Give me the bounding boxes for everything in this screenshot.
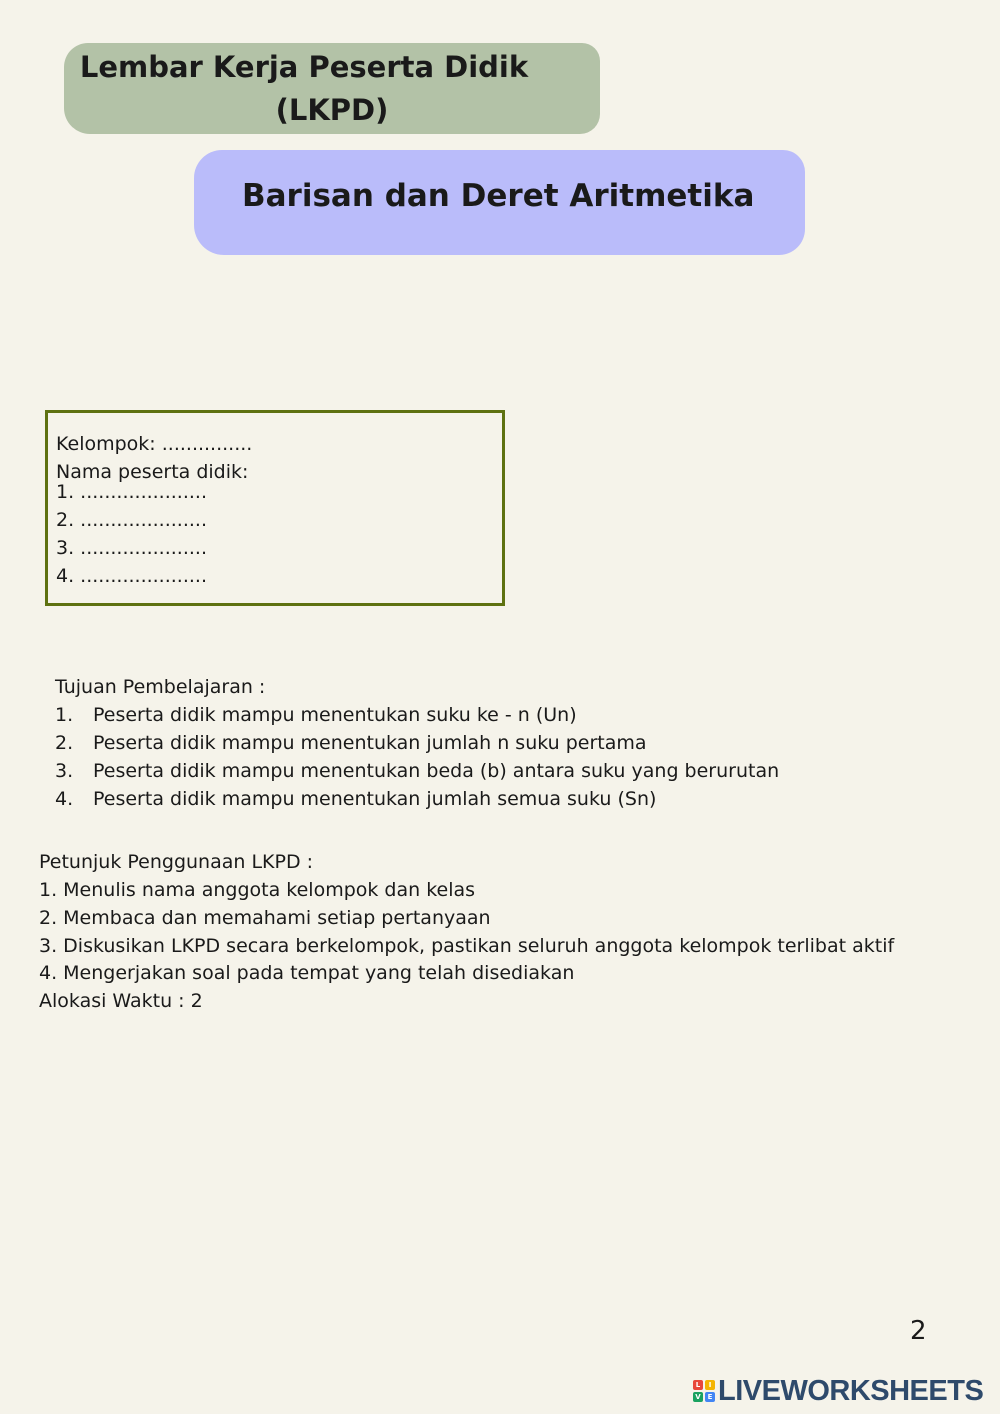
logo-square: E xyxy=(705,1392,715,1402)
instruction-item: 1. Menulis nama anggota kelompok dan kelas xyxy=(39,879,476,901)
name-field-1[interactable]: 1. ..................... xyxy=(56,481,207,503)
objective-text: Peserta didik mampu menentukan beda (b) antara suku yang berurutan xyxy=(93,760,780,782)
objective-text: Peserta didik mampu menentukan suku ke - n (Un) xyxy=(93,704,577,726)
objective-item xyxy=(55,788,656,810)
objective-item xyxy=(55,760,779,782)
objective-text: Peserta didik mampu menentukan jumlah semua suku (Sn) xyxy=(93,788,657,810)
logo-squares-icon xyxy=(693,1380,715,1402)
page-number: 2 xyxy=(910,1316,927,1346)
instruction-item: 4. Mengerjakan soal pada tempat yang telah disediakan xyxy=(39,962,575,984)
objective-number: 2. xyxy=(55,732,74,754)
instruction-item: 2. Membaca dan memahami setiap pertanyaan xyxy=(39,907,491,929)
name-field-3[interactable]: 3. ..................... xyxy=(56,537,207,559)
objective-item xyxy=(55,704,577,726)
identity-box xyxy=(45,410,505,606)
objective-number: 3. xyxy=(55,760,74,782)
logo-square: L xyxy=(693,1380,703,1390)
objective-text: Peserta didik mampu menentukan jumlah n suku pertama xyxy=(93,732,647,754)
logo-square: V xyxy=(693,1392,703,1402)
time-allocation: Alokasi Waktu : 2 xyxy=(39,990,203,1012)
subtitle: Barisan dan Deret Aritmetika xyxy=(242,178,755,214)
objective-item xyxy=(55,732,647,754)
liveworksheets-logo[interactable] xyxy=(693,1376,983,1406)
title-banner xyxy=(64,43,600,134)
objective-number: 1. xyxy=(55,704,74,726)
name-field-4[interactable]: 4. ..................... xyxy=(56,565,207,587)
objectives-heading: Tujuan Pembelajaran : xyxy=(55,676,266,698)
instruction-item: 3. Diskusikan LKPD secara berkelompok, pastikan seluruh anggota kelompok terlibat aktif xyxy=(39,935,895,957)
subtitle-banner xyxy=(194,150,805,255)
logo-text: LIVEWORKSHEETS xyxy=(718,1374,984,1407)
name-field-2[interactable]: 2. ..................... xyxy=(56,509,207,531)
instructions-heading: Petunjuk Penggunaan LKPD : xyxy=(39,851,314,873)
names-label: Nama peserta didik: xyxy=(56,461,249,483)
group-field[interactable]: Kelompok: ............... xyxy=(56,433,253,455)
objective-number: 4. xyxy=(55,788,74,810)
title-line-1: Lembar Kerja Peserta Didik xyxy=(79,50,529,84)
logo-square: I xyxy=(705,1380,715,1390)
title-line-2: (LKPD) xyxy=(275,93,389,127)
